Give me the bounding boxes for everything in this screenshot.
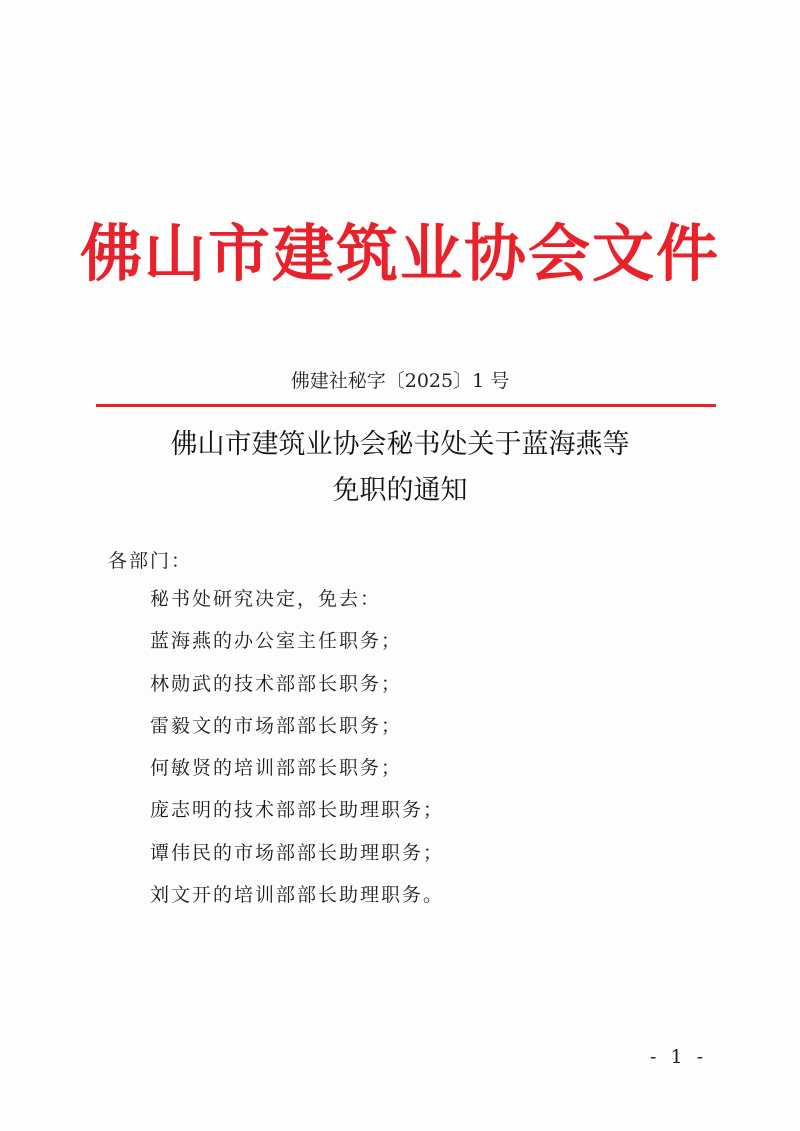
body-line: 林勋武的技术部部长职务； [150,672,403,695]
body-line: 蓝海燕的办公室主任职务； [150,630,403,653]
body-line: 何敏贤的培训部部长职务； [150,757,403,780]
salutation: 各部门： [108,550,193,572]
red-divider-rule [96,404,716,407]
body-line: 谭伟民的市场部部长助理职务； [150,841,445,864]
notice-body [150,586,444,924]
notice-title-line-2: 免职的通知 [332,475,468,506]
notice-title [0,422,800,514]
document-number: 佛建社秘字〔2025〕1 号 [290,370,510,392]
body-line: 庞志明的技术部部长助理职务； [150,799,445,822]
notice-title-line-1: 佛山市建筑业协会秘书处关于蓝海燕等 [170,429,630,460]
body-line: 刘文开的培训部部长助理职务。 [150,884,445,907]
body-line: 秘书处研究决定，免去： [150,588,382,610]
page-number: - 1 - [650,1046,708,1068]
masthead-title: 佛山市建筑业协会文件 [79,217,720,290]
body-line: 雷毅文的市场部部长职务； [150,714,403,737]
